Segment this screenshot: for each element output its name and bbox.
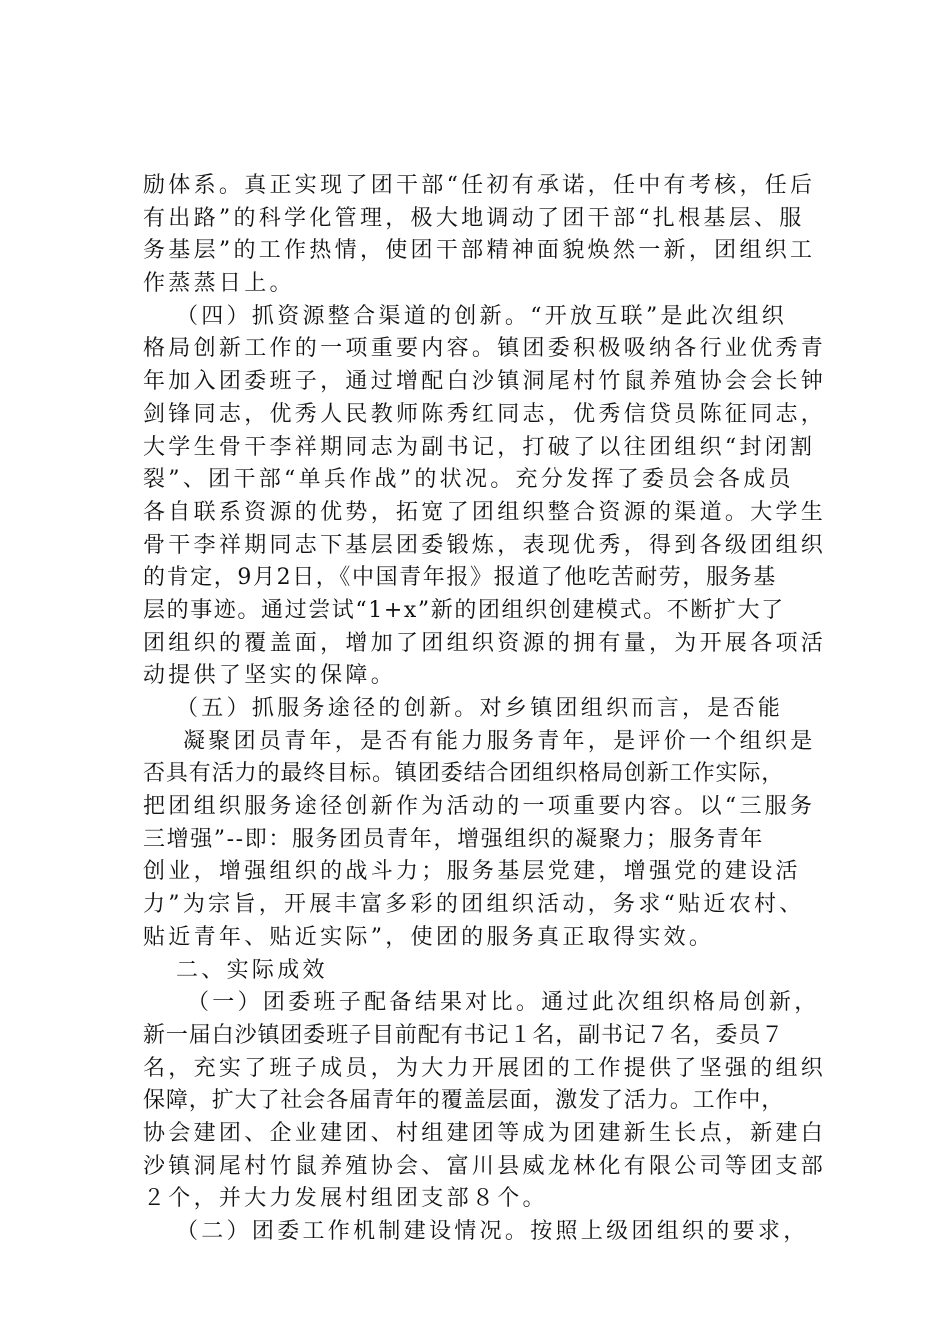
text-line: 贴近青年、贴近实际”，使团的服务真正取得实效。 — [143, 924, 715, 950]
paragraph-heading-5: （五）抓服务途径的创新。对乡镇团组织而言，是否能 — [176, 696, 784, 721]
text-line: 作蒸蒸日上。 — [143, 271, 295, 297]
text-line: 沙镇洞尾村竹鼠养殖协会、富川县威龙林化有限公司等团支部 — [143, 1153, 827, 1179]
text-line: 励体系。真正实现了团干部“任初有承诺，任中有考核，任后 — [143, 173, 816, 198]
text-line: 骨干李祥期同志下基层团委锻炼，表现优秀，得到各级团组织 — [143, 532, 827, 558]
text-line: 格局创新工作的一项重要内容。镇团委积极吸纳各行业优秀青 — [143, 336, 827, 362]
text-line: 保障，扩大了社会各届青年的覆盖层面，激发了活力。工作中， — [143, 1088, 785, 1114]
text-line: 力”为宗旨，开展丰富多彩的团组织活动，务求“贴近农村、 — [143, 892, 805, 918]
text-line: 把团组织服务途径创新作为活动的一项重要内容。以“三服务 — [143, 794, 816, 820]
text-line: 剑锋同志，优秀人民教师陈秀红同志，优秀信贷员陈征同志， — [143, 401, 827, 427]
text-line: 协会建团、企业建团、村组建团等成为团建新生长点，新建白 — [143, 1120, 827, 1146]
paragraph-heading-4: （四）抓资源整合渠道的创新。“开放互联”是此次组织 — [176, 303, 787, 329]
text-line: 创业，增强组织的战斗力；服务基层党建，增强党的建设活 — [143, 859, 801, 885]
text-line: 大学生骨干李祥期同志为副书记，打破了以往团组织“封闭割 — [143, 434, 816, 460]
text-line: 否具有活力的最终目标。镇团委结合团组织格局创新工作实际， — [143, 761, 785, 787]
text-line: 各自联系资源的优势，拓宽了团组织整合资源的渠道。大学生 — [143, 499, 827, 525]
paragraph-heading-2: （二）团委工作机制建设情况。按照上级团组织的要求， — [176, 1219, 809, 1244]
text-line: 三增强”--即：服务团员青年，增强组织的凝聚力；服务青年 — [143, 826, 764, 852]
text-line: 凝聚团员青年，是否有能力服务青年，是评价一个组织是 — [183, 728, 816, 754]
document-body — [143, 170, 843, 1249]
text-line: 务基层”的工作热情，使团干部精神面貌焕然一新，团组织工 — [143, 238, 816, 264]
paragraph-heading-1: （一）团委班子配备结果对比。通过此次组织格局创新， — [187, 990, 820, 1016]
text-line: 年加入团委班子，通过增配白沙镇洞尾村竹鼠养殖协会会长钟 — [143, 369, 827, 395]
text-line: 裂”、团干部“单兵作战”的状况。充分发挥了委员会各成员 — [143, 467, 794, 493]
text-line: 团组织的覆盖面，增加了团组织资源的拥有量，为开展各项活 — [143, 630, 827, 656]
text-line: 名，充实了班子成员，为大力开展团的工作提供了坚强的组织 — [143, 1055, 827, 1081]
text-line: 有出路”的科学化管理，极大地调动了团干部“扎根基层、服 — [143, 205, 805, 231]
section-heading: 二、实际成效 — [176, 957, 328, 983]
text-line: 动提供了坚实的保障。 — [143, 663, 397, 689]
text-line: 新一届白沙镇团委班子目前配有书记１名，副书记７名，委员７ — [143, 1022, 785, 1048]
text-line: 层的事迹。通过尝试“1+x”新的团组织创建模式。不断扩大了 — [143, 597, 785, 623]
text-line: 的肯定，9月2日，《中国青年报》报道了他吃苦耐劳，服务基 — [143, 565, 777, 591]
text-line: ２个，并大力发展村组团支部８个。 — [143, 1186, 548, 1212]
